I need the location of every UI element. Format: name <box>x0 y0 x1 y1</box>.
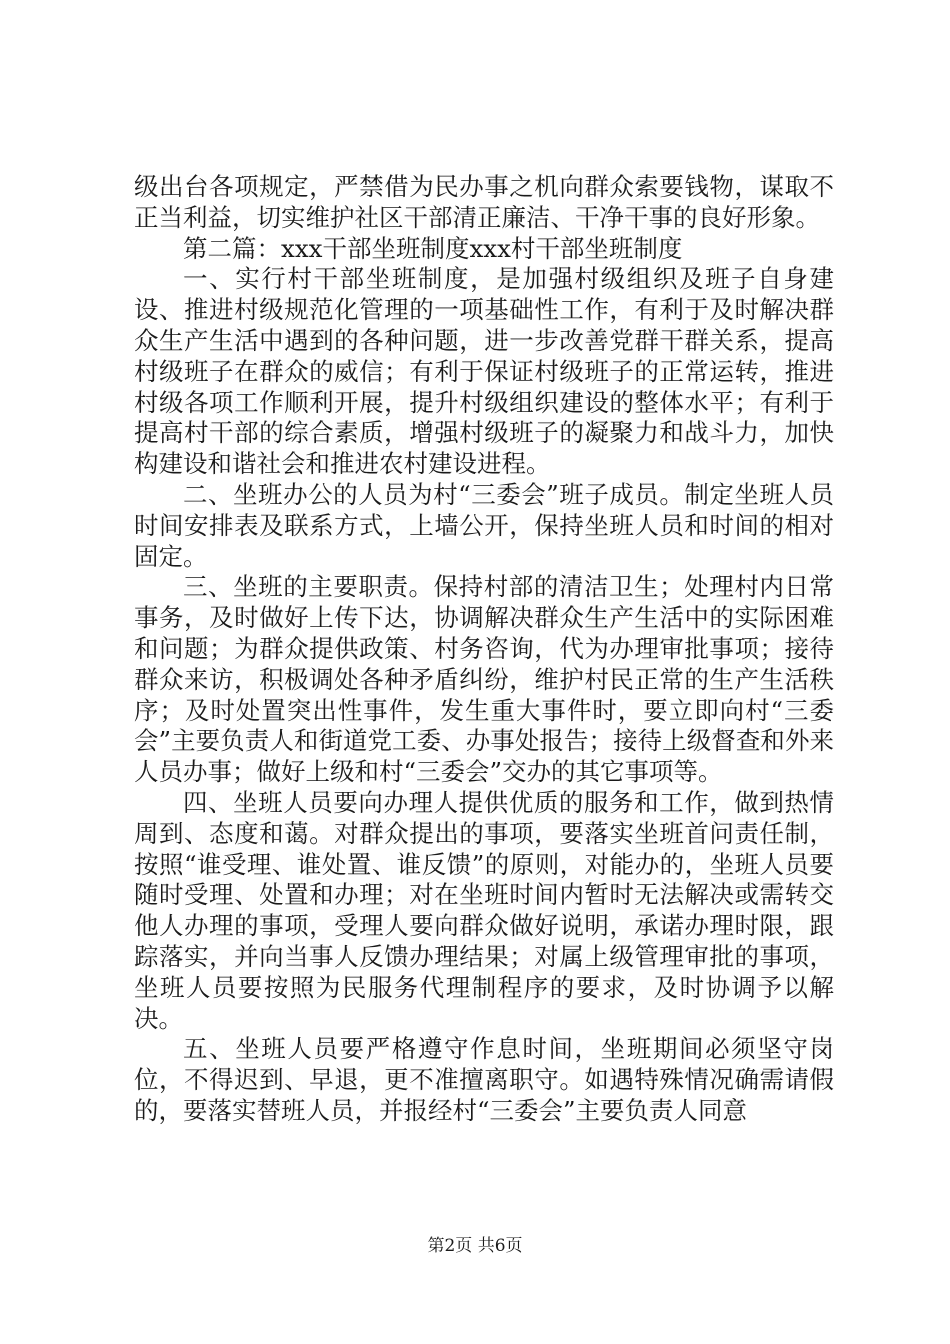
paragraph-item-1: 一、实行村干部坐班制度，是加强村级组织及班子自身建设、推进村级规范化管理的一项基础性工作，有利于及时解决群众生产生活中遇到的各种问题，进一步改善党群干群关系，提高村级班子在群众的威信；有利于保证村级班子的正常运转，推进村级各项工作顺利开展，提升村级组织建设的整体水平；有利于提高村干部的综合素质，增强村级班子的凝聚力和战斗力，加快构建设和谐社会和推进农村建设进程。 <box>134 264 834 479</box>
page-number-footer: 第2页 共6页 <box>427 1236 523 1256</box>
paragraph-item-2: 二、坐班办公的人员为村“三委会”班子成员。制定坐班人员时间安排表及联系方式，上墙公开，保持坐班人员和时间的相对固定。 <box>134 479 834 571</box>
paragraph-continuation: 级出台各项规定，严禁借为民办事之机向群众索要钱物，谋取不正当利益，切实维护社区干部清正廉洁、干净干事的良好形象。 <box>134 172 834 232</box>
paragraph-item-5: 五、坐班人员要严格遵守作息时间，坐班期间必须坚守岗位，不得迟到、早退，更不准擅离职守。如遇特殊情况确需请假的，要落实替班人员，并报经村“三委会”主要负责人同意 <box>134 1034 834 1125</box>
section-title: 第二篇：xxx干部坐班制度xxx村干部坐班制度 <box>183 233 683 263</box>
paragraph-item-3: 三、坐班的主要职责。保持村部的清洁卫生；处理村内日常事务，及时做好上传下达，协调解决群众生产生活中的实际困难和问题；为群众提供政策、村务咨询，代为办理审批事项；接待群众来访，积极调处各种矛盾纠纷，维护村民正常的生产生活秩序；及时处置突出性事件，发生重大事件时，要立即向村“三委会”主要负责人和街道党工委、办事处报告；接待上级督查和外来人员办事；做好上级和村“三委会”交办的其它事项等。 <box>134 572 834 787</box>
document-body <box>134 172 834 1127</box>
paragraph-item-4: 四、坐班人员要向办理人提供优质的服务和工作，做到热情周到、态度和蔼。对群众提出的事项，要落实坐班首问责任制，按照“谁受理、谁处置、谁反馈”的原则，对能办的，坐班人员要随时受理、处置和办理；对在坐班时间内暂时无法解决或需转交他人办理的事项，受理人要向群众做好说明，承诺办理时限，跟踪落实，并向当事人反馈办理结果；对属上级管理审批的事项，坐班人员要按照为民服务代理制程序的要求，及时协调予以解决。 <box>134 787 834 1033</box>
